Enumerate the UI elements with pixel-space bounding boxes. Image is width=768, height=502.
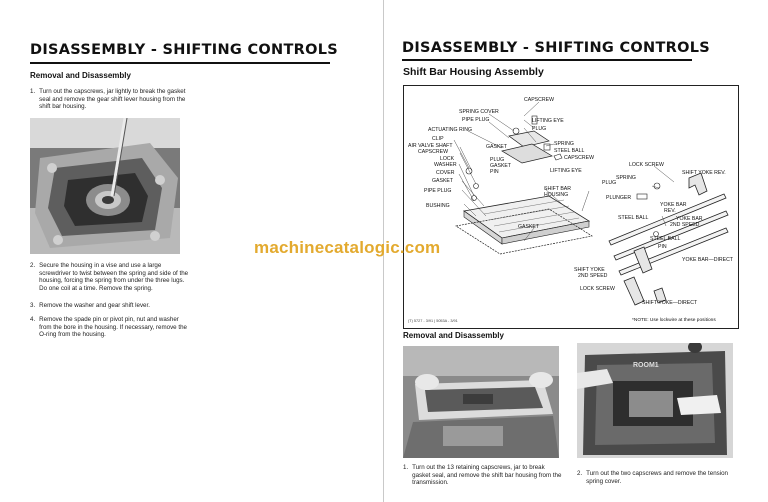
- photo-housing-text: ROOM1: [633, 362, 659, 369]
- diagram-label: GASKET: [518, 224, 540, 230]
- diagram-label: SHIFT YOKE: [574, 267, 605, 273]
- step-4: [30, 316, 192, 339]
- step-1: [403, 464, 563, 487]
- step-2: [30, 262, 192, 292]
- exploded-view-diagram: [403, 85, 739, 329]
- subhead-removal: Removal and Disassembly: [403, 331, 504, 340]
- diagram-label: PIN: [490, 169, 499, 175]
- diagram-label: SHIFT YOKE REV.: [682, 170, 726, 176]
- watermark: machinecatalogic.com: [254, 238, 441, 257]
- diagram-label: STEEL BALL: [650, 236, 681, 242]
- step-text: Turn out the capscrews, jar lightly to break the gasket seal and remove the gear shift lever housing from the shift bar housing.: [39, 88, 186, 111]
- diagram-label: SPRING: [616, 175, 636, 181]
- diagram-label: HOUSING: [544, 192, 569, 198]
- diagram-label: BUSHING: [426, 203, 450, 209]
- diagram-label: LOCK: [440, 156, 455, 162]
- step-text: Turn out the two capscrews and remove the tension spring cover.: [586, 470, 728, 485]
- diagram-label: SHIFT YOKE—DIRECT: [642, 300, 698, 306]
- diagram-label: LOCK SCREW: [629, 162, 664, 168]
- photo-gear-shift-housing: [30, 118, 180, 254]
- step-text: Turn out the 13 retaining capscrews, jar to break gasket seal, and remove the shift bar housing from the transmission.: [412, 464, 562, 487]
- diagram-label: GASKET: [490, 163, 512, 169]
- subhead-removal: Removal and Disassembly: [30, 71, 131, 80]
- diagram-label: CAPSCREW: [418, 149, 448, 155]
- page-title: DISASSEMBLY - SHIFTING CONTROLS: [30, 42, 339, 58]
- diagram-label: PIPE PLUG: [462, 117, 490, 123]
- diagram-label: YOKE BAR—DIRECT: [682, 257, 734, 263]
- diagram-label: LOCK SCREW: [580, 286, 615, 292]
- diagram-label: CAPSCREW: [564, 155, 594, 161]
- diagram-label: COVER: [436, 170, 455, 176]
- exploded-view-svg: [404, 86, 738, 328]
- step-1: [30, 88, 190, 111]
- diagram-label: PLUG: [490, 157, 505, 163]
- diagram-label: PLUG: [602, 180, 617, 186]
- section-title: Shift Bar Housing Assembly: [403, 66, 544, 78]
- diagram-label: ACTUATING RING: [428, 127, 472, 133]
- diagram-label: REV.: [664, 208, 676, 214]
- step-number: 2.: [30, 262, 36, 269]
- diagram-label: YOKE BAR: [660, 202, 687, 208]
- step-number: 3.: [30, 302, 36, 309]
- diagram-label: LIFTING EYE: [550, 168, 582, 174]
- diagram-label: SPRING: [554, 141, 574, 147]
- diagram-label: SHIFT BAR: [544, 186, 571, 192]
- diagram-label: GASKET: [432, 178, 454, 184]
- step-2: [577, 470, 733, 485]
- diagram-label: PLUG: [532, 126, 547, 132]
- diagram-label: LIFTING EYE: [532, 118, 564, 124]
- page-title: DISASSEMBLY - SHIFTING CONTROLS: [402, 40, 711, 56]
- diagram-note: *NOTE: Use lockwire at these positions: [632, 318, 716, 323]
- photo-spring-cover-removal: [577, 343, 733, 458]
- step-number: 1.: [30, 88, 36, 95]
- step-text: Remove the washer and gear shift lever.: [39, 302, 150, 309]
- diagram-label: STEEL BALL: [554, 148, 585, 154]
- diagram-label: YOKE BAR: [676, 216, 703, 222]
- diagram-label: WASHER: [434, 162, 457, 168]
- diagram-label: SPRING COVER: [459, 109, 499, 115]
- diagram-label: PIN: [658, 244, 667, 250]
- step-number: 1.: [403, 464, 409, 471]
- photo-shift-bar-removal: [403, 346, 559, 458]
- diagram-label: PIPE PLUG: [424, 188, 452, 194]
- right-page: [385, 0, 768, 502]
- step-text: Secure the housing in a vise and use a large screwdriver to twist between the spring and side of the housing, forcing the spring from under the three lugs. Do one coil at a time. Remove the spring.: [39, 262, 189, 292]
- diagram-label: STEEL BALL: [618, 215, 649, 221]
- step-number: 4.: [30, 316, 36, 323]
- diagram-label: CAPSCREW: [524, 97, 554, 103]
- diagram-code: (T) 5727 - 3/91 | 5053A - 3/91: [408, 319, 458, 323]
- diagram-label: 2ND SPEED: [670, 222, 700, 228]
- step-number: 2.: [577, 470, 583, 477]
- title-underline: [30, 62, 330, 64]
- diagram-label: CLIP: [432, 136, 444, 142]
- title-underline: [402, 59, 692, 61]
- diagram-label: 2ND SPEED: [578, 273, 608, 279]
- diagram-label: PLUNGER: [606, 195, 632, 201]
- diagram-label: AIR VALVE SHAFT: [408, 143, 453, 149]
- diagram-label: GASKET: [486, 144, 508, 150]
- step-text: Remove the spade pin or pivot pin, nut and washer from the bore in the housing. If necessary, remove the O-ring from the housing.: [39, 316, 187, 339]
- step-3: [30, 302, 192, 310]
